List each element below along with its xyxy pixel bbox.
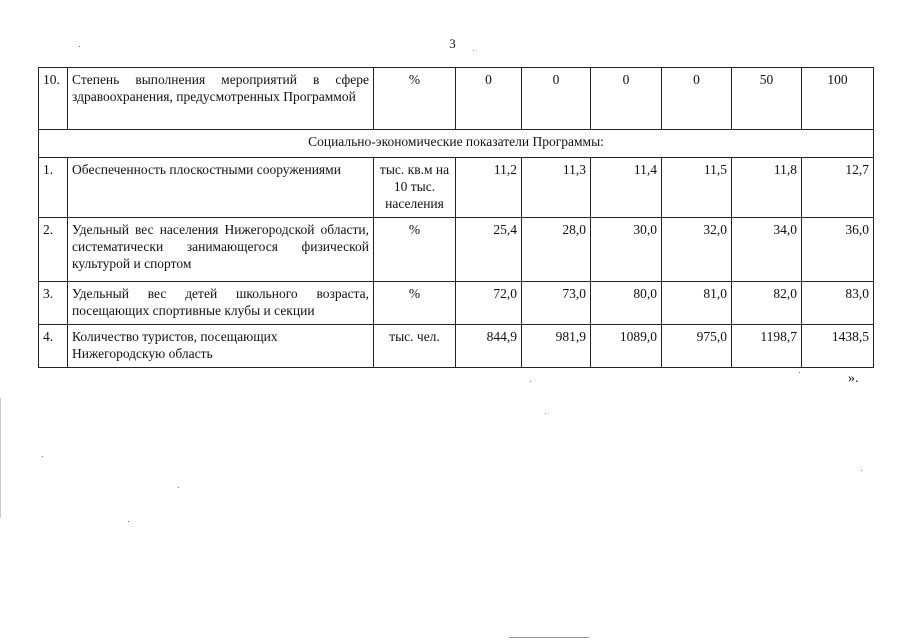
scan-speck [530,381,531,382]
scan-speck [128,521,129,522]
indicator-value: 0 [522,68,591,130]
indicator-unit: тыс. чел. [374,325,456,368]
indicator-value: 81,0 [662,282,732,325]
indicator-unit: % [374,68,456,130]
scan-speck [42,456,43,457]
scan-speck [473,50,474,51]
row-number: 10. [39,68,68,130]
row-number: 3. [39,282,68,325]
indicator-value: 0 [591,68,662,130]
scan-speck [0,398,1,518]
scan-speck [545,413,546,414]
indicator-unit: тыс. кв.м на 10 тыс. населения [374,158,456,218]
indicator-name: Количество туристов, посещающих Нижегородскую область [68,325,374,368]
table-row [39,325,874,368]
indicator-name: Обеспеченность плоскостными сооружениями [68,158,374,218]
indicator-unit: % [374,282,456,325]
scan-speck [861,470,862,471]
indicator-value: 11,4 [591,158,662,218]
row-number: 2. [39,218,68,282]
indicator-value: 50 [732,68,802,130]
indicator-value: 0 [456,68,522,130]
indicator-value: 11,8 [732,158,802,218]
indicator-value: 34,0 [732,218,802,282]
indicator-value: 28,0 [522,218,591,282]
indicator-name: Удельный вес населения Нижегородской области, систематически занимающегося физической культурой и спортом [68,218,374,282]
scan-speck [79,46,80,47]
indicator-value: 1438,5 [802,325,874,368]
row-number: 1. [39,158,68,218]
indicator-value: 83,0 [802,282,874,325]
indicator-value: 30,0 [591,218,662,282]
indicator-value: 844,9 [456,325,522,368]
indicator-value: 1198,7 [732,325,802,368]
indicator-value: 36,0 [802,218,874,282]
indicator-value: 25,4 [456,218,522,282]
section-title: Социально-экономические показатели Программы: [39,130,874,158]
indicator-value: 975,0 [662,325,732,368]
indicator-value: 32,0 [662,218,732,282]
page-number: 3 [449,36,456,51]
indicator-value: 11,2 [456,158,522,218]
table-row [39,68,874,130]
section-row [39,130,874,158]
indicator-value: 80,0 [591,282,662,325]
indicator-value: 12,7 [802,158,874,218]
scan-speck [799,372,800,373]
indicator-value: 11,3 [522,158,591,218]
indicator-value: 981,9 [522,325,591,368]
indicator-value: 72,0 [456,282,522,325]
indicator-name: Удельный вес детей школьного возраста, посещающих спортивные клубы и секции [68,282,374,325]
indicator-name: Степень выполнения мероприятий в сфере здравоохранения, предусмотренных Программой [68,68,374,130]
indicators-table [38,67,874,368]
indicator-value: 82,0 [732,282,802,325]
indicator-value: 100 [802,68,874,130]
indicator-value: 73,0 [522,282,591,325]
indicator-unit: % [374,218,456,282]
table-row [39,282,874,325]
scan-speck [509,637,589,638]
indicator-value: 0 [662,68,732,130]
indicator-value: 11,5 [662,158,732,218]
closing-quote: ». [848,371,859,386]
table-row [39,158,874,218]
scan-speck [178,487,179,488]
row-number: 4. [39,325,68,368]
table-row [39,218,874,282]
indicator-value: 1089,0 [591,325,662,368]
